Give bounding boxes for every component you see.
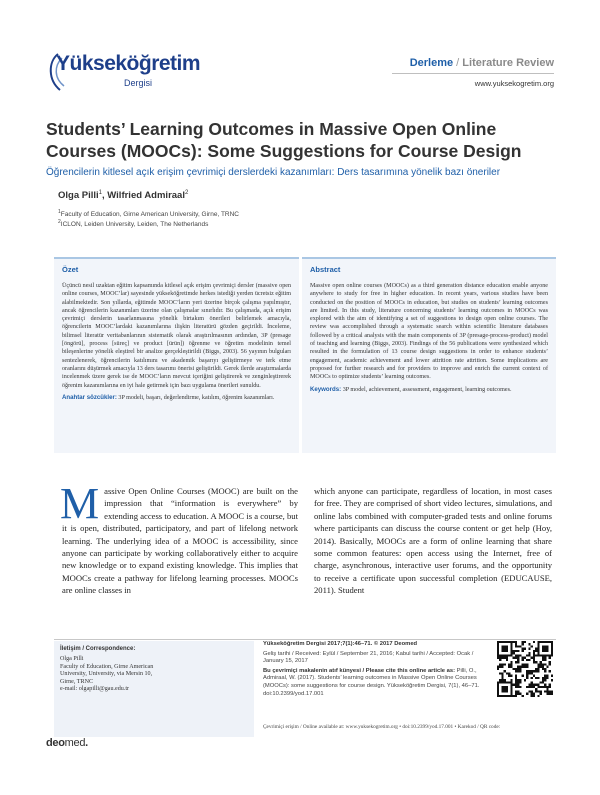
author-2: Wilfried Admiraal xyxy=(107,190,185,202)
abstract-english-text: Massive open online courses (MOOCs) as a third generation distance education enable anyone anywhere to study for free in higher education. In recent years, various studies have been conducted on the position of MOOCs in education, but studies on students’ learning outcomes are limited. In this study, literature concerning students’ learning outcomes in MOOCs was explored with the aim of identifying a set of suggestions to design open online courses. The review was accomplished through a systematic search within scientific literature databases followed by a critical analysis with the main components of 3P (presage-process-product) model of teaching and learning (Biggs, 2003). Findings of the 56 publications were synthesized which resulted in the formulation of 13 course design suggestions in order to enhance students’ engagement, academic achievement and lower attrition rate attrition. Some implications are proposed for further research and for providers to improve and enrich the current context of MOOCs to optimize students’ learning outcomes. xyxy=(310,283,548,381)
correspondence-box xyxy=(54,641,254,737)
qr-code-icon[interactable] xyxy=(497,641,553,697)
article-title: Students’ Learning Outcomes in Massive Open Online Courses (MOOCs): Some Suggestions for Course Design xyxy=(46,119,522,161)
affiliation-2 xyxy=(58,219,208,228)
publisher-logo xyxy=(46,737,88,749)
keywords-turkish xyxy=(62,394,291,402)
abstract-turkish xyxy=(54,257,299,453)
correspondence-line: Faculty of Education, Girne American xyxy=(60,663,154,670)
abstract-english xyxy=(302,257,556,453)
journal-url[interactable]: www.yuksekogretim.org xyxy=(474,79,554,88)
publisher-dot: . xyxy=(85,737,88,749)
logo-name: Yükseköğretim xyxy=(56,52,201,75)
author-1-sup: 1 xyxy=(98,190,102,196)
affiliation-2-text: ICLON, Leiden University, Leiden, The Netherlands xyxy=(60,221,209,229)
category-tr: Derleme xyxy=(409,57,454,69)
category-en: Literature Review xyxy=(462,57,554,69)
affiliation-1-sup: 1 xyxy=(58,209,61,215)
author-1: Olga Pilli xyxy=(58,190,99,202)
journal-logo xyxy=(46,52,206,96)
article-category xyxy=(410,57,554,69)
keywords-english-text: 3P model, achievement, assessment, engagement, learning outcomes. xyxy=(342,386,512,393)
article-meta xyxy=(263,641,491,700)
keywords-turkish-text: 3P modeli, başarı, değerlendirme, katılım, öğrenim kazanımları. xyxy=(118,394,275,401)
abstract-turkish-heading: Özet xyxy=(62,265,79,274)
body-column-left xyxy=(60,479,298,597)
received-accepted-dates: Geliş tarihi / Received: Eylül / September 21, 2016; Kabul tarihi / Accepted: Ocak / January 15, 2017 xyxy=(263,650,474,665)
body-column-right: which anyone can participate, regardless of location, in most cases for free. They are comprised of short video lectures, simulations, and online labs combined with computer-graded tests and online forums where participants can discuss the course content or get help (Hoy, 2014). Basically, MOOCs are a form of online learning that share some common features: open access using the Internet, free of charge, asynchronous, interactive user forums, and the opportunity to receive a certificate upon successful completion (EDUCAUSE, 2011). Student xyxy=(314,486,552,596)
footer-rule xyxy=(54,639,556,640)
publisher-name-b: med xyxy=(64,737,86,749)
author-2-sup: 2 xyxy=(184,190,189,196)
correspondence-line: Olga Pilli xyxy=(60,656,84,662)
affiliation-1 xyxy=(58,209,239,218)
affiliation-2-sup: 2 xyxy=(58,219,61,225)
online-availability: Çevrimiçi erişim / Online available at: www.yuksekogretim.org • doi:10.2399/yod.17.001 • Karekod / QR code: xyxy=(263,724,501,730)
body-left-text: assive Open Online Courses (MOOC) are built on the impression that “information is everywhere” by extending access to education. A MOOC is a course, but it is open, distributed, participatory, and part of lifelong network learning. The underlying idea of a MOOC is accessibility, since anyone can participate by working collaboratively either to acquire new knowledge or to expand existing knowledge. This implies that MOOCs create a pathway for lifelong learning processes. MOOCs are online classes in xyxy=(62,486,298,596)
journal-citation-line: Yükseköğretim Dergisi 2017;7(1):46–71. © 2017 Deomed xyxy=(263,641,418,647)
correspondence-line: Girne, TRNC xyxy=(60,678,94,685)
correspondence-heading: İletişim / Correspondence: xyxy=(60,646,136,652)
category-rule xyxy=(392,73,554,74)
keywords-english-label: Keywords: xyxy=(310,385,342,393)
logo-subtitle: Dergisi xyxy=(124,78,153,88)
keywords-english xyxy=(310,386,548,394)
article-title-turkish: Öğrencilerin kitlesel açık erişim çevrimiçi derslerdeki kazanımları: Ders tasarımına yönelik bazı öneriler xyxy=(46,167,501,178)
publisher-name-a: deo xyxy=(46,737,65,749)
affiliation-1-text: Faculty of Education, Girne American University, Girne, TRNC xyxy=(60,211,239,219)
cite-label: Bu çevrimiçi makalenin atıf künyesi / Please cite this online article as: xyxy=(263,667,456,674)
cite-text: Pilli, O., Admiraal, W. (2017). Students’ learning outcomes in Massive Open Online Courses (MOOCs): some suggestions for course design. Yükseköğretim Dergisi, 7(1), 46–71. doi:10.2399/yod.17.001 xyxy=(263,667,480,697)
abstract-english-heading: Abstract xyxy=(310,265,341,274)
abstract-turkish-text: Üçüncü nesil uzaktan eğitim kapsamında kitlesel açık erişim çevrimiçi dersler (massive open online courses, MOOC’lar) sayesinde yükseköğretimde herkes istediği yerden ücretsiz eğitim alabilmektedir. Son yıllarda, eğitimde MOOC’ların yeri üzerine birçok çalışma yapılmıştır, ancak öğrencilerin kazanımları üzerine olan çalışmalar sınırlıdır. Bu çalışmada, açık erişim çevrimiçi derslerin tasarlanmasına yönelik birtakım önerileri belirlemek amacıyla, öğrencilerin MOOC’lardaki kazanımlarına ilişkin literatürü gözden geçirildi. İnceleme, bilimsel literatür veritabanlarının sistematik olarak araştırılmasının ardından, 3P (presage [öngörü], process [süreç] ve product [ürün]) öğrenme ve öğretim modelinin temel bileşenlerine yönelik eleştirel bir analize gerçekleştirildi (Biggs, 2003). 56 yayının bulguları sentezlenerek, öğrencilerin katılımını ve akademik başarıyı geliştirmeye ve terk etme oranlarını düşürmek amacıyla 13 ders tasarımı önerisi geliştirildi. Gerek ilerde araştırmalarda incelenmek üzere gerek ise de MOOC’ların mevcut içeriğini geliştirerek ve zenginleştirerek öğrenim kazanımlarına en iyi hale getirmek için bazı uygulama önerileri sunuldu. xyxy=(62,283,291,389)
drop-cap: M xyxy=(60,479,100,528)
author-list xyxy=(58,190,188,201)
category-separator: / xyxy=(453,57,463,69)
keywords-turkish-label: Anahtar sözcükler: xyxy=(62,393,117,401)
correspondence-line: University, University, via Mersin 10, xyxy=(60,671,153,678)
author-separator: , xyxy=(102,190,108,202)
correspondence-email[interactable]: e-mail: olgapilli@gau.edu.tr xyxy=(60,686,130,693)
